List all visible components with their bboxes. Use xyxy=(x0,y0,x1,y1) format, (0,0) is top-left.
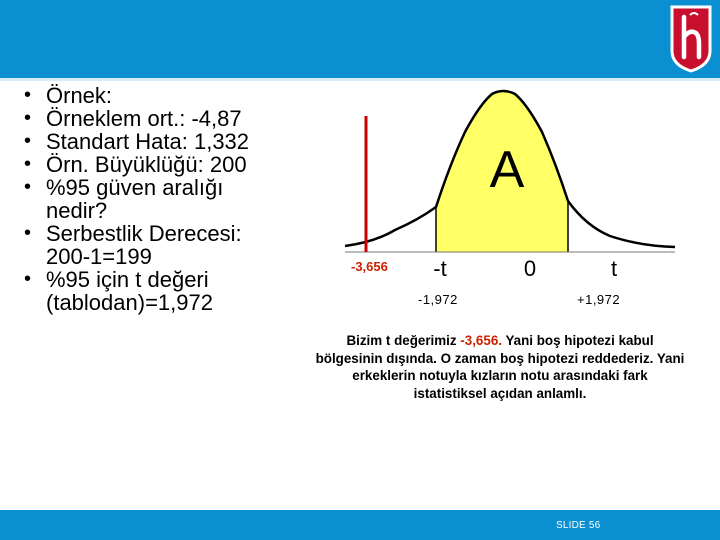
bullet-item: • Standart Hata: 1,332 xyxy=(24,129,250,154)
conclusion-text xyxy=(314,332,686,402)
university-logo-icon xyxy=(668,3,714,73)
header-bar xyxy=(0,0,720,78)
bullet-text: Serbestlik Derecesi: 200-1=199 xyxy=(46,221,242,269)
conclusion-highlight: -3,656. xyxy=(460,333,502,348)
bullet-text: Örn. Büyüklüğü: 200 xyxy=(46,152,247,177)
slide-number: SLIDE 56 xyxy=(556,520,601,531)
footer-bar xyxy=(0,510,720,540)
bullet-item: • Örn. Büyüklüğü: 200 xyxy=(24,152,247,177)
axis-label-zero: 0 xyxy=(523,256,537,280)
t-distribution-chart xyxy=(340,80,710,280)
bullet-item: • Örnek: xyxy=(24,83,113,108)
bullet-item: • %95 için t değeri (tablodan)=1,972 xyxy=(24,267,213,315)
bullet-list xyxy=(20,84,260,314)
bullet-text: %95 güven aralığı nedir? xyxy=(46,175,224,223)
bullet-text: Standart Hata: 1,332 xyxy=(46,129,250,154)
bullet-text: Örnek: xyxy=(46,83,113,108)
bullet-item: • Örneklem ort.: -4,87 xyxy=(24,106,242,131)
conclusion-part-1: Bizim t değerimiz xyxy=(346,333,461,348)
region-label: A xyxy=(489,141,525,199)
bullet-text: %95 için t değeri (tablodan)=1,972 xyxy=(46,267,213,315)
conclusion-part-2: Yani boş hipotezi kabul bölgesinin dışında. O zaman boş hipotezi reddederiz. Yani erkeklerin notuyla kızların notu arasındaki fark istatistiksel açıdan anlamlı. xyxy=(315,333,685,401)
axis-label-neg-t: -t xyxy=(433,256,447,280)
upper-critical-value: +1,972 xyxy=(577,292,621,307)
axis-label-pos-t: t xyxy=(610,256,618,280)
lower-critical-value: -1,972 xyxy=(418,292,458,307)
bullet-item: • Serbestlik Derecesi: 200-1=199 xyxy=(24,221,242,269)
bullet-item: • %95 güven aralığı nedir? xyxy=(24,175,224,223)
bullet-text: Örneklem ort.: -4,87 xyxy=(46,106,242,131)
observed-t-value: -3,656 xyxy=(351,259,388,274)
